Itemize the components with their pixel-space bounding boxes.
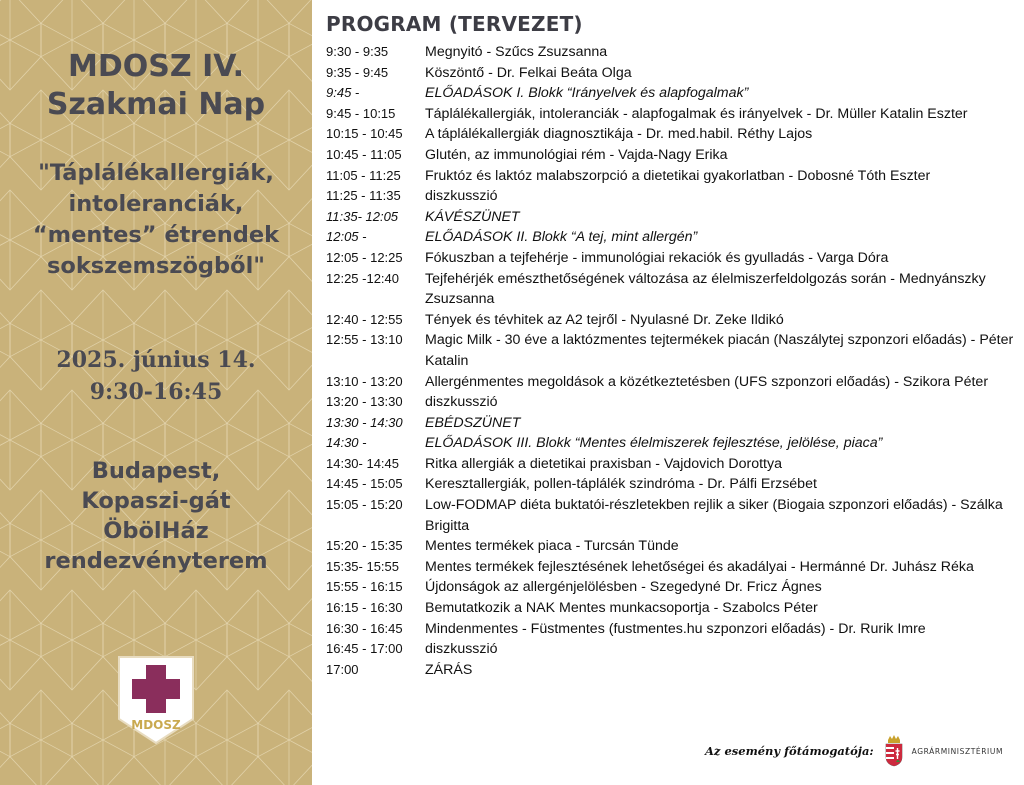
event-date-time: [0, 344, 312, 408]
schedule-description: ELŐADÁSOK I. Blokk “Irányelvek és alapfogalmak”: [425, 85, 749, 102]
pattern-diamond: [0, 690, 10, 785]
schedule-time: 17:00: [326, 661, 359, 677]
schedule-time: 13:30 - 14:30: [326, 414, 403, 430]
schedule-time: 15:05 - 15:20: [326, 497, 403, 513]
ministry-name: AGRÁRMINISZTÉRIUM: [911, 746, 1004, 756]
schedule-row: [326, 186, 1016, 207]
event-title-line2: Szakmai Nap: [46, 87, 266, 122]
schedule-description: ZÁRÁS: [425, 661, 473, 678]
schedule-row: [326, 269, 1016, 310]
schedule-time: 12:05 - 12:25: [326, 249, 403, 265]
schedule-time: 14:45 - 15:05: [326, 476, 403, 492]
schedule-time: 11:35- 12:05: [326, 208, 399, 224]
schedule-description: Magic Milk - 30 éve a laktózmentes tejtermékek piacán (Naszálytej szponzori előadás) - Péter Katalin: [425, 332, 1014, 369]
schedule-row: [326, 124, 1016, 145]
schedule-description: diszkusszió: [425, 394, 498, 411]
program-heading: PROGRAM (TERVEZET): [326, 12, 583, 36]
schedule-description: ELŐADÁSOK II. Blokk “A tej, mint allergén”: [425, 229, 698, 246]
schedule-row: [326, 639, 1016, 660]
schedule-row: [326, 83, 1016, 104]
logo-text: MDOSZ: [131, 718, 181, 732]
schedule-description: Bemutatkozik a NAK Mentes munkacsoportja - Szabolcs Péter: [425, 600, 818, 617]
schedule-row: [326, 474, 1016, 495]
schedule-row: [326, 166, 1016, 187]
schedule-time: 16:30 - 16:45: [326, 620, 403, 636]
schedule-time: 15:20 - 15:35: [326, 538, 403, 554]
schedule-time: 10:45 - 11:05: [326, 146, 402, 162]
event-topic: [0, 158, 312, 282]
schedule-time: 13:20 - 13:30: [326, 394, 403, 410]
schedule-description: Megnyitó - Szűcs Zsuzsanna: [425, 44, 608, 60]
pattern-diamond: [289, 590, 312, 690]
pattern-diamond: [10, 690, 72, 785]
schedule-description: Mentes termékek piaca - Turcsán Tünde: [425, 538, 679, 555]
schedule-row: [326, 330, 1016, 371]
schedule-description: Glutén, az immunológiai rém - Vajda-Nagy Erika: [425, 146, 728, 163]
schedule-time: 15:35- 15:55: [326, 558, 400, 574]
schedule-description: Low-FODMAP diéta buktatói-részletekben rejlik a siker (Biogaia szponzori előadás) - Szálka Brigitta: [425, 497, 1003, 534]
schedule-description: Tények és tévhitek az A2 tejről - Nyulasné Dr. Zeke Ildikó: [425, 311, 784, 328]
pattern-diamond: [258, 690, 312, 785]
schedule-description: Keresztallergiák, pollen-táplálék szindróma - Dr. Pálfi Erzsébet: [425, 476, 817, 493]
schedule-row: [326, 63, 1016, 84]
schedule-time: 16:45 - 17:00: [326, 641, 403, 657]
schedule-row: [326, 577, 1016, 598]
sponsor-label: Az esemény főtámogatója:: [705, 744, 874, 758]
schedule-row: [326, 392, 1016, 413]
schedule-row: [326, 207, 1016, 228]
pattern-diamond: [41, 590, 103, 690]
schedule-description: Köszöntő - Dr. Felkai Beáta Olga: [425, 64, 632, 81]
schedule-time: 15:55 - 16:15: [326, 579, 403, 595]
schedule-description: Mindenmentes - Füstmentes (fustmentes.hu szponzori előadás) - Dr. Rurik Imre: [425, 620, 926, 637]
schedule-time: 12:40 - 12:55: [326, 311, 403, 327]
mdosz-logo: [117, 655, 195, 745]
schedule-description: Táplálékallergiák, intoleranciák - alapfogalmak és irányelvek - Dr. Müller Katalin Eszter: [425, 105, 968, 122]
event-title: [0, 48, 312, 124]
venue-line: rendezvényterem: [44, 548, 268, 574]
schedule-time: 11:25 - 11:35: [326, 188, 401, 204]
schedule-description: Allergénmentes megoldások a közétkeztetésben (UFS szponzori előadás) - Szikora Péter: [425, 373, 989, 390]
schedule-row: [326, 660, 1016, 681]
topic-line: "Táplálékallergiák,: [38, 160, 274, 186]
schedule-time: 16:15 - 16:30: [326, 600, 403, 616]
schedule-time: 12:55 - 13:10: [326, 332, 403, 348]
schedule-row: [326, 104, 1016, 125]
schedule-time: 9:35 - 9:45: [326, 64, 389, 80]
schedule-row: [326, 145, 1016, 166]
schedule-row: [326, 372, 1016, 393]
pattern-diamond: [196, 690, 258, 785]
event-venue: [0, 456, 312, 576]
schedule-time: 11:05 - 11:25: [326, 167, 401, 183]
schedule-list: [326, 42, 1016, 680]
coat-of-arms-icon: [882, 735, 906, 767]
schedule-time: 9:45 -: [326, 85, 360, 101]
sponsor-block: [705, 736, 1015, 766]
venue-line: Budapest,: [91, 458, 221, 484]
schedule-row: [326, 310, 1016, 331]
topic-line: “mentes” étrendek: [32, 222, 280, 248]
schedule-description: Fruktóz és laktóz malabszorpció a dietetikai gyakorlatban - Dobosné Tóth Eszter: [425, 167, 931, 184]
venue-line: Kopaszi-gát: [81, 488, 231, 514]
event-time: 9:30-16:45: [89, 379, 223, 405]
schedule-row: [326, 598, 1016, 619]
schedule-time: 14:30 -: [326, 435, 367, 451]
venue-line: ÖbölHáz: [103, 518, 209, 544]
schedule-time: 12:05 -: [326, 229, 367, 245]
schedule-description: Újdonságok az allergénjelölésben - Szegedyné Dr. Fricz Ágnes: [425, 579, 822, 596]
schedule-description: Tejfehérjék emészthetőségének változása az élelmiszerfeldolgozás során - Mednyánszky Zsuzsanna: [425, 270, 986, 308]
schedule-row: [326, 433, 1016, 454]
program-schedule: [326, 12, 1016, 680]
schedule-description: Mentes termékek fejlesztésének lehetőségei és akadályai - Hermánné Dr. Juhász Réka: [425, 558, 974, 575]
schedule-description: A táplálékallergiák diagnosztikája - Dr. med.habil. Réthy Lajos: [425, 126, 813, 143]
topic-line: intoleranciák,: [68, 191, 244, 217]
event-info-panel: [0, 0, 312, 785]
schedule-row: [326, 454, 1016, 475]
schedule-description: diszkusszió: [425, 641, 498, 658]
schedule-description: ELŐADÁSOK III. Blokk “Mentes élelmiszerek fejlesztése, jelölése, piaca”: [425, 435, 883, 452]
topic-line: sokszemszögből": [46, 253, 266, 279]
schedule-time: 9:30 - 9:35: [326, 44, 389, 59]
schedule-time: 13:10 - 13:20: [326, 373, 403, 389]
event-date: 2025. június 14.: [56, 347, 256, 373]
schedule-row: [326, 42, 1016, 63]
schedule-row: [326, 536, 1016, 557]
schedule-description: KÁVÉSZÜNET: [425, 208, 520, 225]
event-title-line1: MDOSZ IV.: [68, 49, 244, 84]
schedule-row: [326, 619, 1016, 640]
schedule-row: [326, 557, 1016, 578]
schedule-row: [326, 227, 1016, 248]
schedule-description: Fókuszban a tejfehérje - immunológiai rekaciók és gyulladás - Varga Dóra: [425, 249, 889, 266]
schedule-row: [326, 495, 1016, 536]
schedule-time: 9:45 - 10:15: [326, 105, 396, 121]
schedule-time: 14:30- 14:45: [326, 455, 400, 471]
schedule-time: 12:25 -12:40: [326, 270, 400, 286]
schedule-time: 10:15 - 10:45: [326, 126, 403, 142]
schedule-description: diszkusszió: [425, 188, 498, 205]
schedule-row: [326, 413, 1016, 434]
pattern-diamond: [227, 590, 289, 690]
schedule-description: EBÉDSZÜNET: [425, 414, 521, 431]
pattern-diamond: [0, 590, 41, 690]
schedule-row: [326, 248, 1016, 269]
schedule-description: Ritka allergiák a dietetikai praxisban - Vajdovich Dorottya: [425, 455, 782, 472]
